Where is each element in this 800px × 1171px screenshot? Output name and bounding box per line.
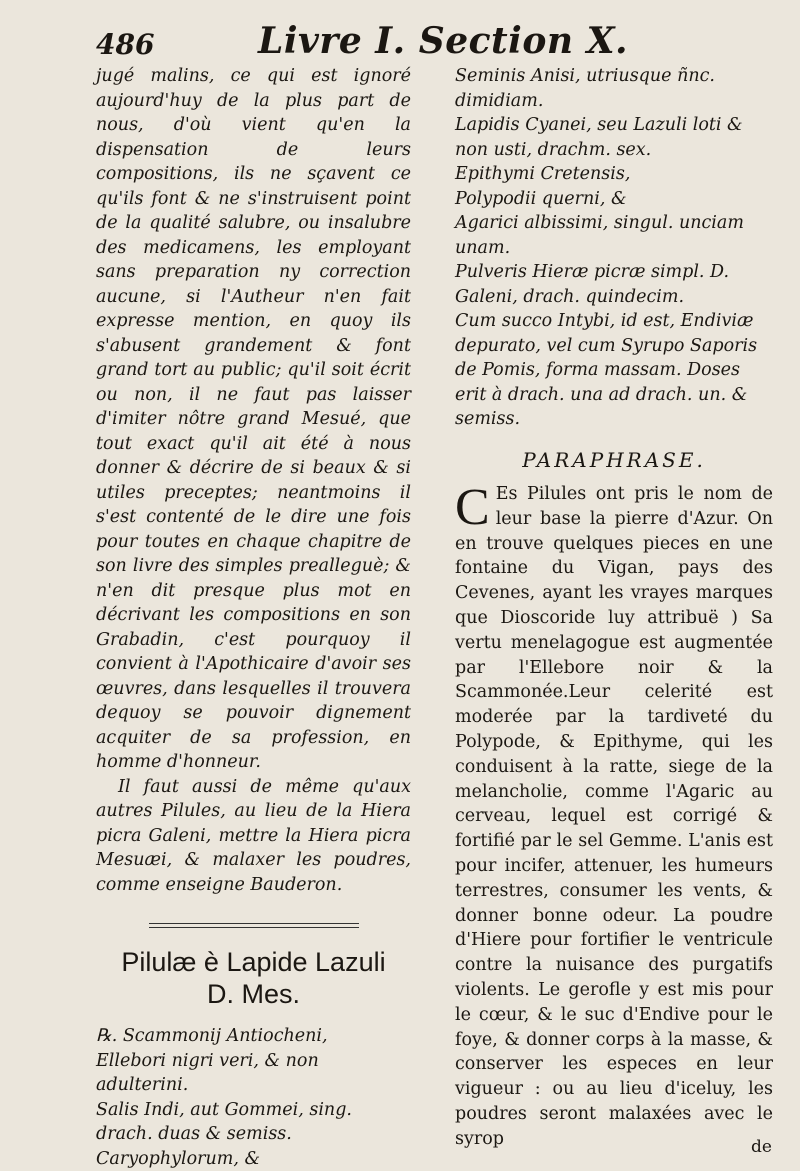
- left-paragraph-1: jugé malins, ce qui est ignoré aujourd'huy de la plus part de nous, d'où vient qu'en la dispensation de leurs compositions, ils ne sçavent ce qu'ils font & ne s'instruisent point de la qualité salubre, ou insalubre des medicamens, les employant sans preparation ny correction aucune, si l'Autheur n'en fait expresse mention, en quoy ils s'abusent grandement & font grand tort au public; qu'il soit écrit ou non, il ne faut pas laisser d'imiter nôtre grand Mesué, que tout exact qu'il ait été à nous donner & décrire de si beaux & si utiles preceptes; neantmoins il s'est contenté de le dire une fois pour toutes en chaque chapitre de son livre des simples prealleguè; & n'en dit presque plus mot en décrivant les compositions en son Grabadin, c'est pourquoy il convient à l'Apothicaire d'avoir ses œuvres, dans lesquelles il trouvera dequoy se pouvoir dignement acquiter de sa profession, en homme d'honneur.: [96, 66, 411, 772]
- paraphrase-heading: PARAPHRASE.: [522, 447, 706, 472]
- recipe-ingredients-right: [455, 64, 773, 432]
- catchword: de: [751, 1137, 772, 1157]
- ingredient-line: Caryophylorum, &: [96, 1148, 261, 1169]
- page-header: [96, 14, 746, 62]
- ingredient-line: Seminis Anisi, utriusque ñnc. dimidiam.: [455, 66, 715, 111]
- paraphrase-text: Es Pilules ont pris le nom de leur base la pierre d'Azur. On en trouve quelques pieces en une fontaine du Vigan, pays des Cevenes, ayant les vrayes marques que Dioscoride luy attribuë ) Sa vertu menelagogue est augmentée par l'Ellebore noir & la Scammonée.Leur celerité est moderée par la tardiveté du Polypode, & Epithyme, qui les conduisent à la ratte, siege de la melancholie, comme l'Agaric au cerveau, lequel est corrigé & fortifié par le sel Gemme. L'anis est pour incifer, attenuer, les humeurs terrestres, consumer les vents, & donner bonne odeur. La poudre d'Hiere pour fortifier le ventricule contre la nuisance des purgatifs violents. Le gerofle y est mis pour le cœur, & le suc d'Endive pour le foye, & donner corps à la masse, & conserver les especes en leur vigueur : ou au lieu d'iceluy, les poudres seront malaxées avec le syrop: [455, 484, 773, 1149]
- ingredient-line: ℞. Scammonij Antiocheni,: [96, 1026, 328, 1046]
- drop-cap: C: [455, 479, 490, 536]
- ingredient-line: Ellebori nigri veri, & non adulterini.: [96, 1050, 319, 1095]
- ingredient-line: Polypodii querni, &: [455, 188, 627, 209]
- left-column: [96, 64, 411, 1171]
- left-paragraph-2: Il faut aussi de même qu'aux autres Pilules, au lieu de la Hiera picra Galeni, mettre la Hiera picra Mesuæi, & malaxer les poudres, comme enseigne Bauderon.: [96, 776, 411, 895]
- ingredient-line: Pulveris Hieræ picræ simpl. D. Galeni, drach. quindecim.: [455, 262, 730, 307]
- ingredient-line: Cum succo Intybi, id est, Endiviæ depurato, vel cum Syrupo Saporis de Pomis, forma massam. Doses erit à drach. una ad drach. un. & semiss.: [455, 311, 758, 429]
- recipe-author: D. Mes.: [206, 979, 300, 1009]
- ingredient-line: Agarici albissimi, singul. unciam unam.: [455, 213, 744, 258]
- ingredient-line: Lapidis Cyanei, seu Lazuli loti & non usti, drachm. sex.: [455, 115, 743, 160]
- ingredient-line: Epithymi Cretensis,: [455, 164, 631, 184]
- ingredient-line: Salis Indi, aut Gommei, sing. drach. duas & semiss.: [96, 1099, 352, 1144]
- running-head: Livre I. Section X.: [258, 20, 629, 62]
- recipe-ingredients-left: [96, 1024, 411, 1171]
- recipe-title: Pilulæ è Lapide Lazuli: [121, 947, 386, 977]
- page-number: 486: [96, 28, 155, 61]
- right-column: [455, 64, 773, 1152]
- paraphrase-paragraph: [455, 479, 773, 1152]
- section-divider: [149, 923, 359, 928]
